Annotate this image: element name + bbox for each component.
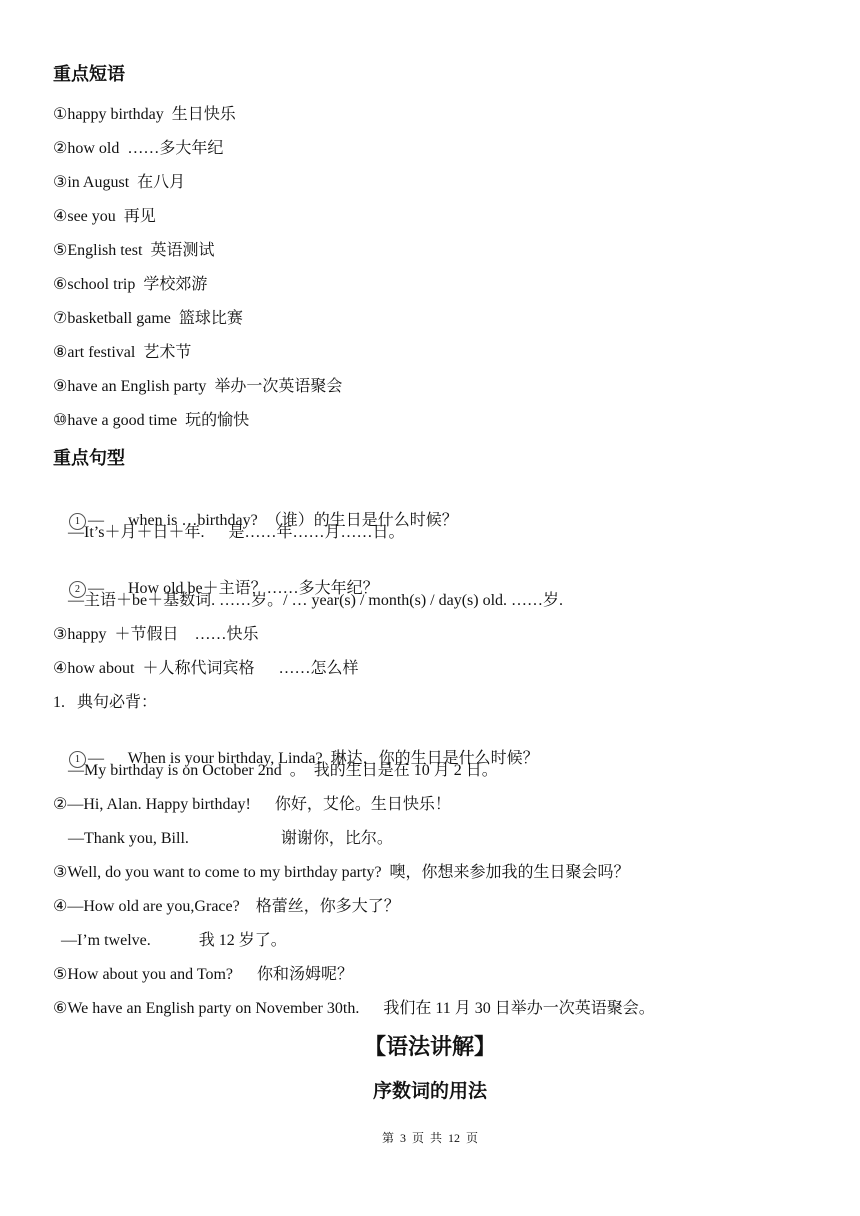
phrase-item-5: ⑤English test 英语测试 xyxy=(53,242,215,259)
pattern-item-4: ④how about ＋人称代词宾格 ……怎么样 xyxy=(53,660,359,677)
number-circle: 2 xyxy=(69,581,86,598)
phrase-item-3: ③in August 在八月 xyxy=(53,174,186,191)
phrase-item-4: ④see you 再见 xyxy=(53,208,156,225)
sentence-item-5: ⑤How about you and Tom? 你和汤姆呢？ xyxy=(53,966,354,983)
number-circle: 1 xyxy=(69,751,86,768)
key-sentences-heading: 重点句型 xyxy=(53,448,125,469)
pattern-reply-2: —主语＋be＋基数词. ……岁。/ … year(s) / month(s) / day(s) old. ……岁. xyxy=(68,592,564,609)
sentence-item-1 xyxy=(53,726,539,792)
phrase-item-7: ⑦basketball game 篮球比赛 xyxy=(53,310,243,327)
sentence-reply-2: —Thank you, Bill. 谢谢你，比尔。 xyxy=(68,830,393,847)
sentence-item-4: ④—How old are you,Grace? 格蕾丝，你多大了？ xyxy=(53,898,400,915)
page-footer: 第 3 页 共 12 页 xyxy=(381,1131,478,1145)
phrase-item-2: ②how old ……多大年纪 xyxy=(53,140,224,157)
phrase-item-8: ⑧art festival 艺术节 xyxy=(53,344,192,361)
phrase-item-9: ⑨have an English party 举办一次英语聚会 xyxy=(53,378,343,395)
pattern-reply-1: —It’s＋月＋日＋年. 是……年……月……日。 xyxy=(68,524,405,541)
key-phrases-heading: 重点短语 xyxy=(53,64,125,85)
sentence-text: — When is your birthday, Linda? 琳达，你的生日是什么时候？ xyxy=(88,750,539,767)
sentence-reply-4: —I’m twelve. 我 12 岁了。 xyxy=(61,932,287,949)
pattern-text: — How old be＋主语？……多大年纪？ xyxy=(88,580,379,597)
pattern-text: — when is …birthday? （谁）的生日是什么时候？ xyxy=(88,512,458,529)
sentence-item-3: ③Well, do you want to come to my birthday party? 噢，你想来参加我的生日聚会吗？ xyxy=(53,864,630,881)
sentence-reply-1: —My birthday is on October 2nd 。 我的生日是在 10 月 2 日。 xyxy=(68,762,498,779)
pattern-item-1 xyxy=(53,488,458,554)
grammar-title: 【语法讲解】 xyxy=(363,1035,496,1060)
pattern-item-2 xyxy=(53,556,379,622)
sentence-item-2: ②—Hi, Alan. Happy birthday! 你好，艾伦。生日快乐！ xyxy=(53,796,451,813)
recite-sentences-title: 1. 典句必背： xyxy=(53,694,158,711)
sentence-item-6: ⑥We have an English party on November 30th. 我们在 11 月 30 日举办一次英语聚会。 xyxy=(53,1000,655,1017)
phrase-item-1: ①happy birthday 生日快乐 xyxy=(53,106,236,123)
pattern-item-3: ③happy ＋节假日 ……快乐 xyxy=(53,626,259,643)
phrase-item-6: ⑥school trip 学校郊游 xyxy=(53,276,208,293)
grammar-subtitle: 序数词的用法 xyxy=(372,1080,487,1102)
number-circle: 1 xyxy=(69,513,86,530)
phrase-item-10: ⑩have a good time 玩的愉快 xyxy=(53,412,250,429)
